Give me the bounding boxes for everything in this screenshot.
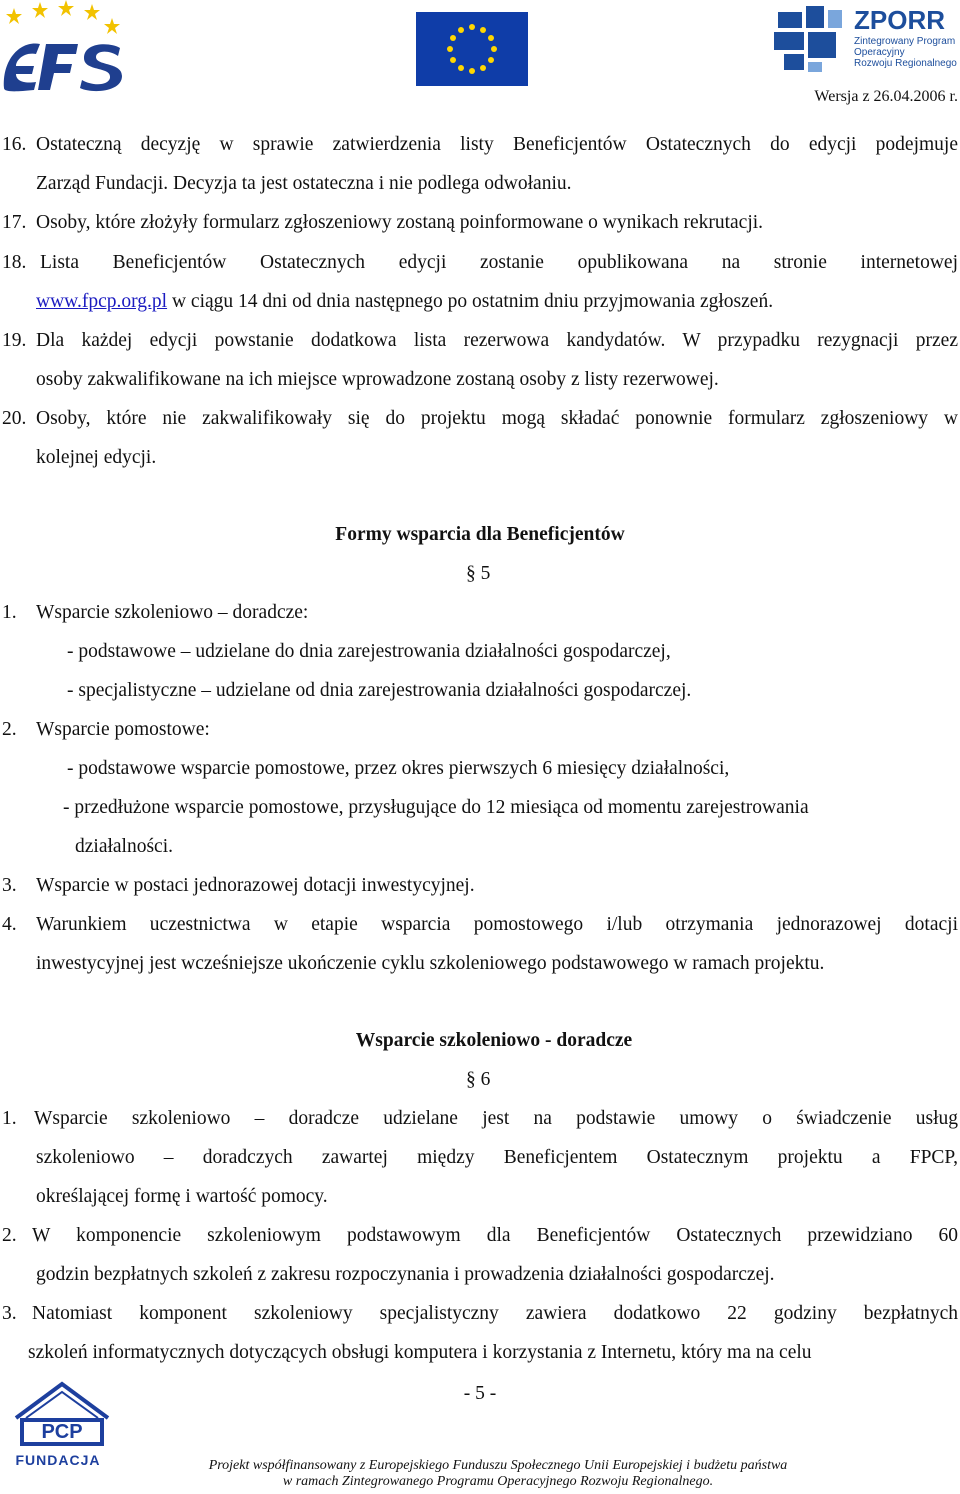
item-20-line-2: kolejnej edycji. bbox=[36, 447, 157, 468]
s5-item-1-sub-2: - specjalistyczne – udzielane od dnia zarejestrowania działalności gospodarczej. bbox=[67, 680, 692, 701]
s5-item-1-sub-1: - podstawowe – udzielane do dnia zarejestrowania działalności gospodarczej, bbox=[67, 641, 671, 662]
fundacja-text: FUNDACJA bbox=[15, 1452, 101, 1468]
website-link[interactable]: www.fpcp.org.pl bbox=[36, 291, 168, 312]
s6-item-2-number: 2. bbox=[2, 1225, 17, 1246]
item-18-line-1: Lista Beneficjentów Ostatecznych edycji zostanie opublikowana na stronie internetowej bbox=[40, 252, 958, 273]
s6-item-2-line-2: godzin bezpłatnych szkoleń z zakresu rozpoczynania i prowadzenia działalności gospodarczej. bbox=[36, 1264, 775, 1285]
s5-item-2-text: Wsparcie pomostowe: bbox=[36, 719, 210, 740]
s5-item-2-number: 2. bbox=[2, 719, 17, 740]
item-20-line-1: Osoby, które nie zakwalifikowały się do projektu mogą składać ponownie formularz zgłoszeniowy w bbox=[36, 408, 958, 429]
efs-logo bbox=[0, 0, 130, 95]
item-16-line-1: Ostateczną decyzję w sprawie zatwierdzenia listy Beneficjentów Ostatecznych do edycji podejmuje bbox=[36, 134, 958, 155]
item-17-line-1: Osoby, które złożyły formularz zgłoszeniowy zostaną poinformowane o wynikach rekrutacji. bbox=[36, 212, 764, 233]
zporr-subtitle-2: Operacyjny bbox=[854, 47, 905, 58]
s5-item-4-number: 4. bbox=[2, 914, 17, 935]
zporr-logo bbox=[770, 4, 960, 74]
s6-item-3-line-1: Natomiast komponent szkoleniowy specjalistyczny zawiera dodatkowo 22 godziny bezpłatnych bbox=[32, 1303, 958, 1324]
s5-item-1-number: 1. bbox=[2, 602, 17, 623]
footer-line-2: w ramach Zintegrowanego Programu Operacyjnego Rozwoju Regionalnego. bbox=[282, 1474, 714, 1489]
section-5-paragraph: § 5 bbox=[466, 563, 491, 584]
item-18-number: 18. bbox=[2, 252, 27, 273]
item-16-line-2: Zarząd Fundacji. Decyzja ta jest ostateczna i nie podlega odwołaniu. bbox=[36, 173, 572, 194]
section-5-title: Formy wsparcia dla Beneficjentów bbox=[335, 524, 625, 545]
item-16-number: 16. bbox=[2, 134, 27, 155]
s6-item-2-line-1: W komponencie szkoleniowym podstawowym dla Beneficjentów Ostatecznych przewidziano 60 bbox=[32, 1225, 958, 1246]
item-19-number: 19. bbox=[2, 330, 27, 351]
s6-item-3-line-2: szkoleń informatycznych dotyczących obsługi komputera i korzystania z Internetu, który ma na celu bbox=[28, 1342, 812, 1363]
pcp-logo-text: PCP bbox=[41, 1421, 83, 1443]
item-20-number: 20. bbox=[2, 408, 27, 429]
s5-item-4-line-1: Warunkiem uczestnictwa w etapie wsparcia pomostowego i/lub otrzymania jednorazowej dotacji bbox=[36, 914, 958, 935]
pcp-fundacja-logo bbox=[8, 1378, 116, 1474]
s5-item-3-number: 3. bbox=[2, 875, 17, 896]
zporr-title: ZPORR bbox=[854, 5, 945, 35]
item-19-line-1: Dla każdej edycji powstanie dodatkowa lista rezerwowa kandydatów. W przypadku rezygnacji przez bbox=[36, 330, 958, 351]
item-18-line-2-text: w ciągu 14 dni od dnia następnego po ostatnim dniu przyjmowania zgłoszeń. bbox=[167, 291, 774, 312]
section-6-paragraph: § 6 bbox=[466, 1069, 491, 1090]
s6-item-1-number: 1. bbox=[2, 1108, 17, 1129]
zporr-subtitle-1: Zintegrowany Program bbox=[854, 36, 956, 47]
s6-item-1-line-1: Wsparcie szkoleniowo – doradcze udzielane jest na podstawie umowy o świadczenie usług bbox=[34, 1108, 958, 1129]
s6-item-3-number: 3. bbox=[2, 1303, 17, 1324]
s5-item-2-sub-3: działalności. bbox=[75, 836, 174, 857]
section-6-title: Wsparcie szkoleniowo - doradcze bbox=[355, 1030, 633, 1051]
page-number: - 5 - bbox=[463, 1383, 497, 1404]
footer-line-1: Projekt współfinansowany z Europejskiego Funduszu Społecznego Unii Europejskiej i budżetu państwa bbox=[208, 1458, 788, 1473]
s5-item-2-sub-2: - przedłużone wsparcie pomostowe, przysługujące do 12 miesiąca od momentu zarejestrowania bbox=[63, 797, 809, 818]
s6-item-1-line-3: określającej formę i wartość pomocy. bbox=[36, 1186, 328, 1207]
s5-item-2-sub-1: - podstawowe wsparcie pomostowe, przez okres pierwszych 6 miesięcy działalności, bbox=[67, 758, 730, 779]
item-19-line-2: osoby zakwalifikowane na ich miejsce wprowadzone zostaną osoby z listy rezerwowej. bbox=[36, 369, 719, 390]
eu-flag-logo bbox=[416, 12, 528, 86]
item-18-line-2 bbox=[36, 290, 773, 314]
s5-item-4-line-2: inwestycyjnej jest wcześniejsze ukończenie cyklu szkoleniowego podstawowego w ramach projektu. bbox=[36, 953, 825, 974]
s5-item-3-text: Wsparcie w postaci jednorazowej dotacji inwestycyjnej. bbox=[36, 875, 475, 896]
s5-item-1-text: Wsparcie szkoleniowo – doradcze: bbox=[36, 602, 309, 623]
zporr-subtitle-3: Rozwoju Regionalnego bbox=[854, 58, 957, 69]
item-17-number: 17. bbox=[2, 212, 27, 233]
s6-item-1-line-2: szkoleniowo – doradczych zawartej między Beneficjentem Ostatecznym projektu a FPCP, bbox=[36, 1147, 958, 1168]
version-label: Wersja z 26.04.2006 r. bbox=[814, 88, 958, 105]
